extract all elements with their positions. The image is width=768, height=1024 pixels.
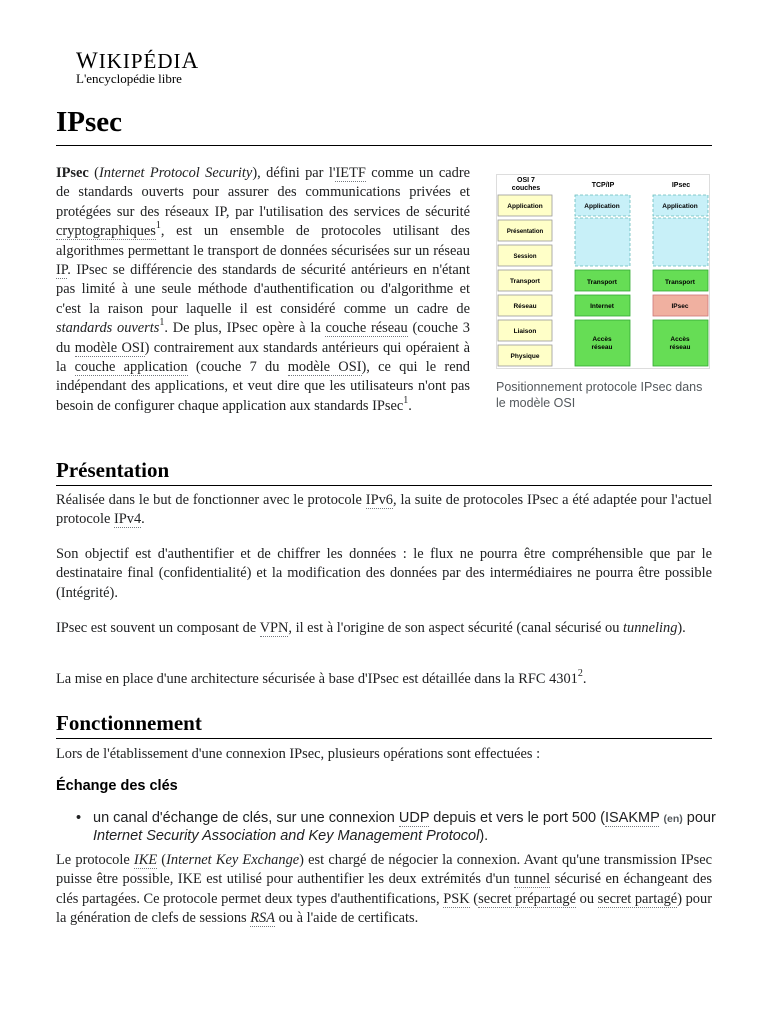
link-modele-osi[interactable]: modèle OSI	[74, 339, 145, 356]
link-udp[interactable]: UDP	[398, 810, 430, 826]
header-tcpip: TCP/IP	[591, 182, 615, 189]
osi-label: Liaison	[513, 328, 537, 335]
link-modele-osi[interactable]: modèle OSI	[287, 359, 362, 376]
logo-tagline: L'encyclopédie libre	[76, 71, 182, 86]
tcpip-label: Internet	[590, 303, 614, 310]
tcpip-application-span	[575, 218, 630, 266]
ipsec-label: Application	[662, 203, 698, 210]
osi-figure	[496, 174, 711, 411]
lang-badge-en[interactable]: (en)	[663, 813, 683, 825]
tcpip-acces-reseau	[575, 320, 630, 366]
header-osi-2: couches	[511, 185, 541, 192]
osi-label: Transport	[510, 278, 540, 285]
link-ietf[interactable]: IETF	[335, 165, 366, 181]
ref-2[interactable]: 2	[577, 668, 583, 680]
title-divider	[56, 145, 712, 146]
osi-label: Physique	[510, 353, 540, 360]
fonctionnement-paragraph-1: Lors de l'établissement d'une connexion IPsec, plusieurs opérations sont effectuées :	[56, 746, 541, 762]
link-secret-prepartage[interactable]: secret prépartagé	[478, 890, 576, 907]
section-divider	[56, 485, 712, 486]
heading-fonctionnement: Fonctionnement	[56, 711, 202, 735]
link-isakmp[interactable]: ISAKMP	[604, 810, 660, 826]
osi-label: Application	[507, 203, 543, 210]
link-ip[interactable]: IP	[56, 262, 68, 279]
link-ike[interactable]: IKE	[133, 852, 158, 868]
header-ipsec: IPsec	[671, 182, 691, 189]
link-psk[interactable]: PSK	[443, 890, 470, 907]
link-vpn[interactable]: VPN	[259, 620, 289, 636]
section-divider	[56, 738, 712, 739]
link-ipv6[interactable]: IPv6	[365, 492, 393, 508]
logo-wordmark: WIKIPÉDIA	[76, 48, 200, 73]
ipsec-application-span	[653, 218, 708, 266]
presentation-paragraph-4: La mise en place d'une architecture sécurisée à base d'IPsec est détaillée dans la RFC 4301$^2$.	[56, 668, 587, 687]
ref-1[interactable]: 1	[155, 220, 161, 232]
osi-label: Session	[513, 254, 537, 260]
intro-paragraph: IPsec (Internet Protocol Security), défini par l'IETF comme un cadre de standards ouverts pour assurer des communications privées et protégées sur des réseaux IP, par l'utilisation des services de sécurité cryptographiques$^1$, est un ensemble de protocoles utilisant des algorithmes permettant le transport de données sécurisées sur un réseau IP. IPsec se différencie des standards de sécurité antérieurs en n'étant pas limité à une seule méthode d'authentification ou d'algorithme et c'est la raison pour laquelle il est considéré comme un cadre de standards ouverts$^1$. De plus, IPsec opère à la couche réseau (couche 3 du modèle OSI) contrairement aux standards antérieurs qui opéraient à la couche application (couche 7 du modèle OSI), ce qui le rend indépendant des applications, et veut dire que les utilisateurs n'ont pas besoin de configurer chaque application aux standards IPsec$^1$.	[56, 165, 470, 414]
page-title: IPsec	[56, 106, 123, 138]
wikipedia-logo[interactable]	[76, 50, 199, 86]
figure-caption: Positionnement protocole IPsec dans le modèle OSI	[496, 380, 703, 410]
presentation-paragraph-1: Réalisée dans le but de fonctionner avec le protocole IPv6, la suite de protocoles IPsec a été adaptée pour l'actuel protocole IPv4.	[56, 492, 712, 528]
header-osi-1: OSI 7	[517, 177, 535, 184]
bullet-icon: •	[76, 810, 82, 826]
presentation-paragraph-2: Son objectif est d'authentifier et de chiffrer les données : le flux ne pourra être compréhensible que par le destinataire final (confidentialité) et la modification des données par des intermédiaires ne pourra être possible (Intégrité).	[56, 546, 712, 601]
ipsec-acces-reseau	[653, 320, 708, 366]
ipsec-label: Transport	[665, 279, 695, 286]
link-rsa[interactable]: RSA	[250, 910, 275, 927]
list-item: • un canal d'échange de clés, sur une connexion UDP depuis et vers le port 500 (ISAKMP (en) pour Internet Security Association and Key Management Protocol).	[76, 810, 716, 844]
ref-1[interactable]: 1	[159, 317, 165, 329]
link-tunnel[interactable]: tunnel	[514, 871, 551, 888]
presentation-paragraph-3: IPsec est souvent un composant de VPN, il est à l'origine de son aspect sécurité (canal sécurisé ou tunneling).	[56, 620, 686, 636]
fonctionnement-paragraph-2: Le protocole IKE (Internet Key Exchange) est chargé de négocier la connexion. Avant qu'une transmission IPsec puisse être possible, IKE est utilisé pour authentifier les deux extrémités d'un tunnel sécurisé en échangeant des clés partagées. Ce protocole permet deux types d'authentifications, PSK (secret prépartagé ou secret partagé) pour la génération de clefs de sessions RSA ou à l'aide de certificats.	[56, 852, 713, 927]
tcpip-label: Accès réseau	[591, 336, 613, 351]
link-cryptographiques[interactable]: cryptographiques	[56, 223, 156, 240]
link-ipv4[interactable]: IPv4	[113, 511, 142, 528]
osi-diagram[interactable]	[496, 174, 711, 370]
tcpip-label: Application	[584, 203, 620, 210]
link-couche-reseau[interactable]: couche réseau	[325, 320, 408, 337]
ipsec-label: Accès réseau	[669, 336, 691, 351]
link-secret-partage[interactable]: secret partagé	[597, 890, 678, 907]
osi-label: Présentation	[506, 229, 544, 235]
tcpip-label: Transport	[587, 279, 617, 286]
link-couche-application[interactable]: couche application	[74, 359, 188, 376]
heading-presentation: Présentation	[56, 458, 170, 482]
osi-label: Réseau	[513, 303, 537, 310]
ipsec-label: IPsec	[671, 303, 689, 310]
ref-1[interactable]: 1	[403, 395, 409, 407]
heading-echange-des-cles: Échange des clés	[56, 778, 178, 794]
